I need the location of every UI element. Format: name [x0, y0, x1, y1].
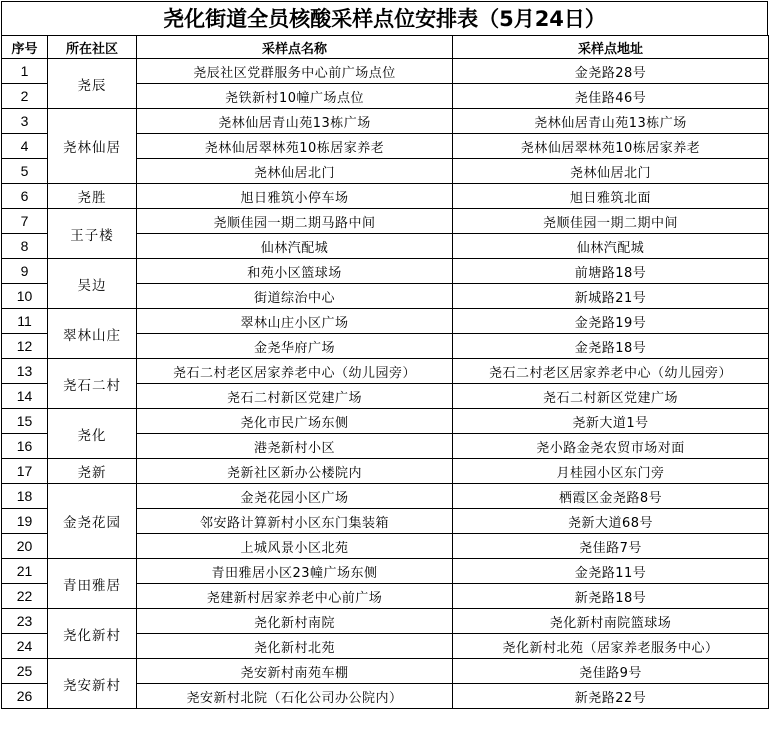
header-address: 采样点地址: [453, 36, 769, 59]
table-row: [2, 259, 769, 284]
sheet-title: 尧化街道全员核酸采样点位安排表（5月24日）: [1, 1, 768, 35]
row-site-address: 尧小路金尧农贸市场对面: [453, 434, 769, 459]
row-seq: 24: [2, 634, 48, 659]
row-site-name: 金尧花园小区广场: [137, 484, 453, 509]
row-seq: 1: [2, 59, 48, 84]
row-seq: 7: [2, 209, 48, 234]
row-site-name: 尧安新村南苑车棚: [137, 659, 453, 684]
row-seq: 11: [2, 309, 48, 334]
row-site-name: 尧化新村北苑: [137, 634, 453, 659]
header-site: 采样点名称: [137, 36, 453, 59]
row-site-name: 尧新社区新办公楼院内: [137, 459, 453, 484]
table-row: [2, 359, 769, 384]
row-site-name: 金尧华府广场: [137, 334, 453, 359]
row-site-name: 尧辰社区党群服务中心前广场点位: [137, 59, 453, 84]
row-site-name: 尧铁新村10幢广场点位: [137, 84, 453, 109]
row-seq: 25: [2, 659, 48, 684]
row-seq: 13: [2, 359, 48, 384]
row-community: 翠林山庄: [48, 309, 137, 359]
row-site-address: 金尧路11号: [453, 559, 769, 584]
row-seq: 15: [2, 409, 48, 434]
row-seq: 23: [2, 609, 48, 634]
row-site-address: 尧化新村南院篮球场: [453, 609, 769, 634]
row-site-name: 上城风景小区北苑: [137, 534, 453, 559]
row-site-address: 尧石二村老区居家养老中心（幼儿园旁）: [453, 359, 769, 384]
header-seq: 序号: [2, 36, 48, 59]
row-site-name: 尧林仙居北门: [137, 159, 453, 184]
row-community: 尧安新村: [48, 659, 137, 709]
row-site-name: 尧林仙居翠林苑10栋居家养老: [137, 134, 453, 159]
table-row: [2, 184, 769, 209]
row-community: 尧辰: [48, 59, 137, 109]
row-site-name: 邻安路计算新村小区东门集装箱: [137, 509, 453, 534]
row-site-name: 旭日雅筑小停车场: [137, 184, 453, 209]
row-site-address: 尧佳路7号: [453, 534, 769, 559]
row-seq: 2: [2, 84, 48, 109]
row-site-address: 尧顺佳园一期二期中间: [453, 209, 769, 234]
row-community: 尧林仙居: [48, 109, 137, 184]
row-seq: 4: [2, 134, 48, 159]
row-seq: 17: [2, 459, 48, 484]
row-site-address: 金尧路19号: [453, 309, 769, 334]
row-site-name: 尧顺佳园一期二期马路中间: [137, 209, 453, 234]
row-community: 金尧花园: [48, 484, 137, 559]
row-community: 青田雅居: [48, 559, 137, 609]
row-community: 吴边: [48, 259, 137, 309]
row-site-name: 和苑小区篮球场: [137, 259, 453, 284]
row-seq: 6: [2, 184, 48, 209]
row-community: 尧化: [48, 409, 137, 459]
row-site-name: 港尧新村小区: [137, 434, 453, 459]
row-site-address: 尧林仙居青山苑13栋广场: [453, 109, 769, 134]
row-seq: 20: [2, 534, 48, 559]
row-site-name: 尧安新村北院（石化公司办公院内）: [137, 684, 453, 709]
row-community: 尧新: [48, 459, 137, 484]
row-site-address: 仙林汽配城: [453, 234, 769, 259]
row-site-address: 尧林仙居翠林苑10栋居家养老: [453, 134, 769, 159]
row-site-address: 尧佳路9号: [453, 659, 769, 684]
row-site-address: 尧化新村北苑（居家养老服务中心）: [453, 634, 769, 659]
table-body: [2, 59, 769, 709]
row-seq: 19: [2, 509, 48, 534]
row-site-address: 前塘路18号: [453, 259, 769, 284]
row-site-address: 月桂园小区东门旁: [453, 459, 769, 484]
row-seq: 14: [2, 384, 48, 409]
row-community: 尧胜: [48, 184, 137, 209]
row-community: 尧化新村: [48, 609, 137, 659]
row-site-name: 尧石二村新区党建广场: [137, 384, 453, 409]
table-row: [2, 484, 769, 509]
row-site-address: 金尧路18号: [453, 334, 769, 359]
table-row: [2, 309, 769, 334]
row-seq: 26: [2, 684, 48, 709]
row-site-address: 尧佳路46号: [453, 84, 769, 109]
row-site-name: 尧建新村居家养老中心前广场: [137, 584, 453, 609]
table-row: [2, 209, 769, 234]
row-seq: 12: [2, 334, 48, 359]
row-site-address: 尧石二村新区党建广场: [453, 384, 769, 409]
table-row: [2, 559, 769, 584]
row-site-name: 青田雅居小区23幢广场东侧: [137, 559, 453, 584]
row-site-name: 尧化新村南院: [137, 609, 453, 634]
row-site-name: 街道综治中心: [137, 284, 453, 309]
table-row: [2, 609, 769, 634]
schedule-sheet: [1, 1, 768, 709]
table-row: [2, 109, 769, 134]
row-site-name: 尧石二村老区居家养老中心（幼儿园旁）: [137, 359, 453, 384]
row-site-name: 尧化市民广场东侧: [137, 409, 453, 434]
row-seq: 8: [2, 234, 48, 259]
table-row: [2, 409, 769, 434]
row-community: 尧石二村: [48, 359, 137, 409]
row-site-address: 栖霞区金尧路8号: [453, 484, 769, 509]
sampling-site-table: [1, 35, 769, 709]
header-community: 所在社区: [48, 36, 137, 59]
row-site-address: 旭日雅筑北面: [453, 184, 769, 209]
row-seq: 21: [2, 559, 48, 584]
header-row: [2, 36, 769, 59]
table-row: [2, 459, 769, 484]
row-site-name: 翠林山庄小区广场: [137, 309, 453, 334]
table-row: [2, 659, 769, 684]
row-seq: 10: [2, 284, 48, 309]
row-site-address: 新城路21号: [453, 284, 769, 309]
row-site-name: 尧林仙居青山苑13栋广场: [137, 109, 453, 134]
row-site-address: 尧新大道1号: [453, 409, 769, 434]
row-seq: 9: [2, 259, 48, 284]
row-site-address: 尧新大道68号: [453, 509, 769, 534]
row-seq: 22: [2, 584, 48, 609]
row-site-address: 新尧路22号: [453, 684, 769, 709]
row-site-name: 仙林汽配城: [137, 234, 453, 259]
row-seq: 18: [2, 484, 48, 509]
row-community: 王子楼: [48, 209, 137, 259]
row-site-address: 金尧路28号: [453, 59, 769, 84]
row-seq: 3: [2, 109, 48, 134]
row-site-address: 新尧路18号: [453, 584, 769, 609]
row-site-address: 尧林仙居北门: [453, 159, 769, 184]
row-seq: 16: [2, 434, 48, 459]
row-seq: 5: [2, 159, 48, 184]
table-row: [2, 59, 769, 84]
